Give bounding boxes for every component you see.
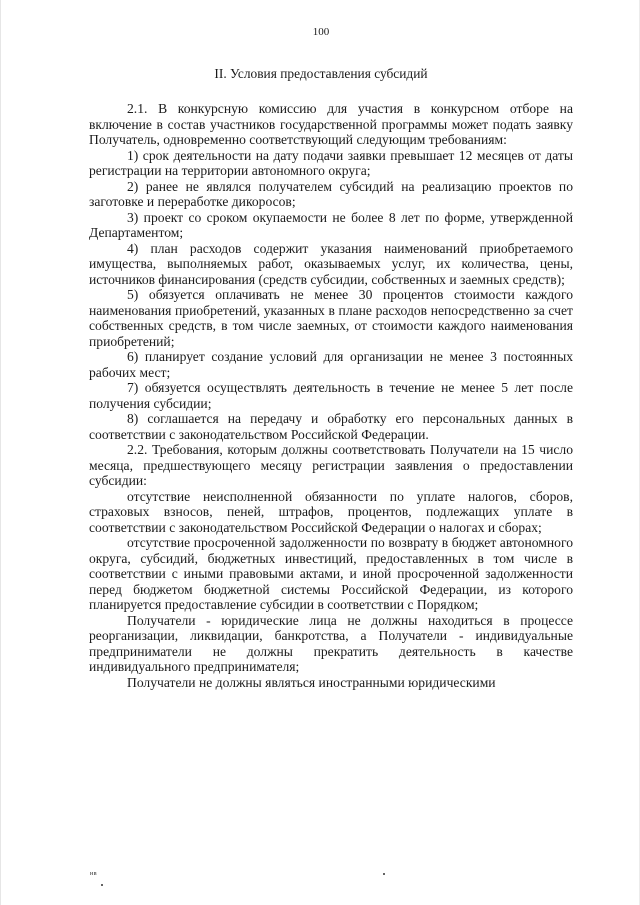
requirement-reorganization: Получатели - юридические лица не должны находиться в процессе реорганизации, ликвидации, банкротства, а Получатели - индивидуальные предприниматели не должны прекратить деятельность в качестве индивидуального предпринимателя; xyxy=(89,612,573,674)
list-item-4: 4) план расходов содержит указания наименований приобретаемого имущества, выполняемых работ, оказываемых услуг, их количества, цены, источников финансирования (средств субсидии, собственных и заемных средств); xyxy=(89,240,573,287)
scan-dot xyxy=(101,884,103,886)
list-item-3: 3) проект со сроком окупаемости не более 8 лет по форме, утвержденной Департаментом; xyxy=(89,209,573,240)
page-number: 100 xyxy=(312,26,330,38)
scan-dot xyxy=(383,873,385,875)
section-heading: II. Условия предоставления субсидий xyxy=(214,66,428,81)
requirement-taxes: отсутствие неисполненной обязанности по уплате налогов, сборов, страховых взносов, пеней, штрафов, процентов, подлежащих уплате в соответствии с законодательством Российской Федерации о налогах и сборах; xyxy=(89,488,573,535)
list-item-7: 7) обязуется осуществлять деятельность в течение не менее 5 лет после получения субсидии; xyxy=(89,380,573,411)
requirement-debt: отсутствие просроченной задолженности по возврату в бюджет автономного округа, субсидий, бюджетных инвестиций, предоставленных в том числе в соответствии с иными правовыми актами, и иной просроченной задолженности перед бюджетом бюджетной системы Российской Федерации, из которого планируется предоставление субсидии в соответствии с Порядком; xyxy=(89,535,573,612)
list-item-1: 1) срок деятельности на дату подачи заявки превышает 12 месяцев от даты регистрации на территории автономного округа; xyxy=(89,147,573,178)
requirement-foreign: Получатели не должны являться иностранными юридическими xyxy=(127,674,496,690)
list-item-6: 6) планирует создание условий для организации не менее 3 постоянных рабочих мест; xyxy=(89,349,573,380)
footer-mark: нв xyxy=(90,871,98,877)
list-item-2: 2) ранее не являлся получателем субсидий на реализацию проектов по заготовке и переработке дикоросов; xyxy=(89,178,573,209)
paragraph-2-1: 2.1. В конкурсную комиссию для участия в конкурсном отборе на включение в состав участников государственной программы может подать заявку Получатель, одновременно соответствующий следующим требованиям: xyxy=(89,101,573,147)
document-body xyxy=(89,101,573,690)
list-item-8: 8) соглашается на передачу и обработку его персональных данных в соответствии с законодательством Российской Федерации. xyxy=(89,411,573,442)
list-item-5: 5) обязуется оплачивать не менее 30 процентов стоимости каждого наименования приобретений, указанных в плане расходов непосредственно за счет собственных средств, в том числе заемных, от стоимости каждого наименования приобретений; xyxy=(89,287,573,349)
paragraph-2-2: 2.2. Требования, которым должны соответствовать Получатели на 15 число месяца, предшествующего месяцу регистрации заявления о предоставлении субсидии: xyxy=(89,442,573,488)
